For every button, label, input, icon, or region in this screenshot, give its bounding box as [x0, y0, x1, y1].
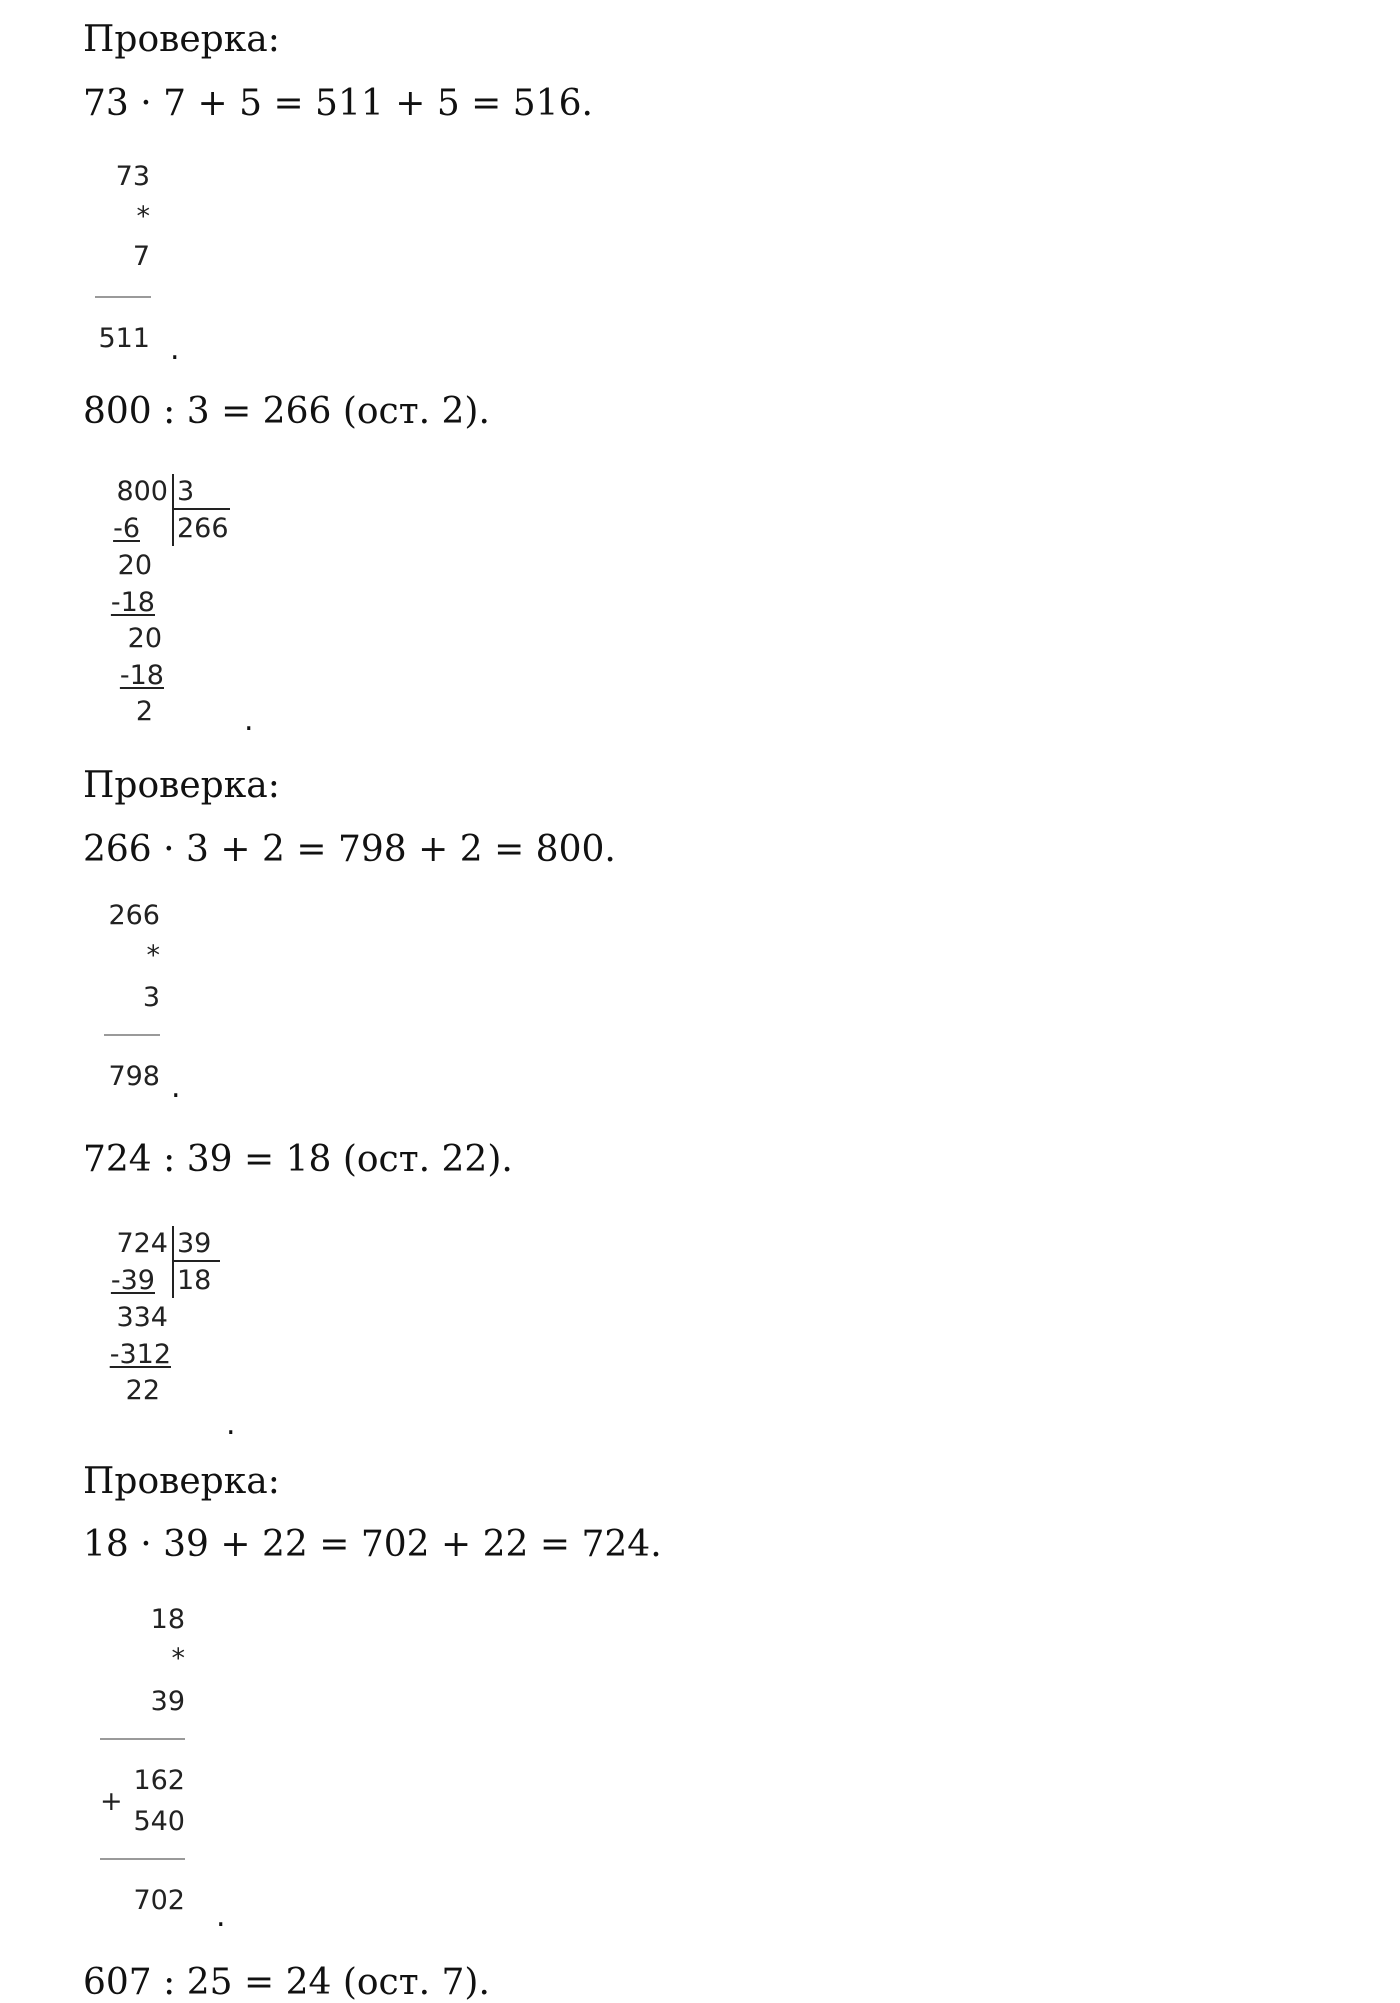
equation-line: 73 · 7 + 5 = 511 + 5 = 516. — [83, 83, 593, 124]
division-line: 724 : 39 = 18 (ост. 22). — [83, 1139, 513, 1180]
dividend: 724 — [116, 1228, 168, 1259]
check-heading: Проверка: — [83, 1461, 280, 1502]
divisor: 3 — [177, 476, 195, 507]
end-dot: . — [170, 332, 180, 367]
remainder: 22 — [125, 1375, 160, 1406]
division-step: -18 — [110, 587, 155, 618]
end-dot: . — [171, 1070, 181, 1105]
division-step: -312 — [109, 1339, 171, 1370]
result-rule — [100, 1738, 185, 1740]
check-heading: Проверка: — [83, 765, 280, 806]
division-step: 20 — [117, 550, 152, 581]
division-step: -39 — [110, 1265, 155, 1296]
quotient-rule — [172, 508, 230, 510]
division-step: 20 — [127, 623, 162, 654]
quotient: 266 — [177, 513, 229, 544]
division-step: -6 — [113, 513, 140, 544]
check-heading: Проверка: — [83, 19, 280, 60]
multiplicand: 73 — [115, 161, 150, 192]
division-line: 800 : 3 = 266 (ост. 2). — [83, 391, 490, 432]
quotient: 18 — [177, 1265, 212, 1296]
result-rule — [104, 1034, 160, 1036]
equation-line: 18 · 39 + 22 = 702 + 22 = 724. — [83, 1524, 662, 1565]
product: 511 — [98, 323, 150, 354]
dividend: 800 — [116, 476, 168, 507]
equation-line: 266 · 3 + 2 = 798 + 2 = 800. — [83, 829, 616, 870]
multiply-sign: * — [136, 201, 150, 232]
multiplier: 39 — [150, 1686, 185, 1717]
division-bar — [172, 1226, 174, 1298]
end-dot: . — [216, 1899, 226, 1934]
multiply-sign: * — [171, 1643, 185, 1674]
division-step: -18 — [119, 660, 164, 691]
division-bar — [172, 474, 174, 546]
multiplier: 3 — [142, 982, 160, 1013]
partial-product: 540 — [133, 1806, 185, 1837]
multiplicand: 18 — [150, 1604, 185, 1635]
multiply-sign: * — [146, 940, 160, 971]
remainder: 2 — [135, 696, 153, 727]
division-step: 334 — [116, 1302, 168, 1333]
end-dot: . — [244, 703, 254, 738]
quotient-rule — [172, 1260, 220, 1262]
division-line: 607 : 25 = 24 (ост. 7). — [83, 1962, 490, 2003]
partial-product: 162 — [133, 1765, 185, 1796]
sum-rule — [100, 1858, 185, 1860]
result-rule — [95, 296, 151, 298]
plus-sign: + — [100, 1786, 123, 1817]
product: 702 — [133, 1885, 185, 1916]
multiplier: 7 — [132, 241, 150, 272]
product: 798 — [108, 1061, 160, 1092]
multiplicand: 266 — [108, 900, 160, 931]
end-dot: . — [226, 1407, 236, 1442]
divisor: 39 — [177, 1228, 212, 1259]
